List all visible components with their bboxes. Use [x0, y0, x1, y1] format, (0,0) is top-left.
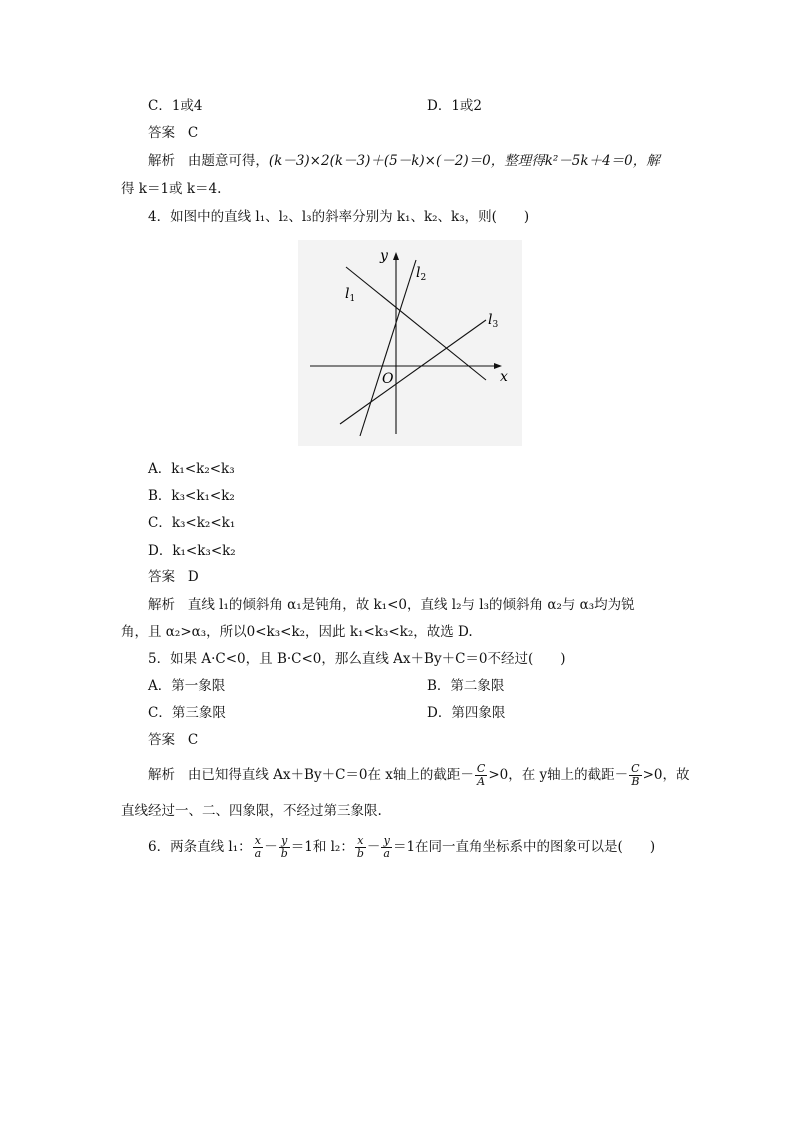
q3-option-d: D．1或2: [427, 98, 483, 114]
q3-analysis-line1: [148, 152, 660, 170]
analysis-label: 解析: [148, 153, 175, 169]
fraction-x-over-b: $\frac{x}{b}$: [356, 834, 364, 860]
q3-analysis-text-c: k²－5k＋4＝0，解: [544, 153, 660, 169]
q6-stem: [148, 832, 655, 862]
y-axis-label: y: [380, 248, 388, 264]
answer-label: 答案: [148, 569, 175, 585]
q3-option-c: C．1或4: [148, 98, 203, 114]
answer-label: 答案: [148, 732, 175, 748]
answer-value: D: [187, 569, 199, 585]
fraction-y-over-a: $\frac{y}{a}$: [383, 834, 390, 860]
q6-stem-post: ＝1在同一直角坐标系中的图象可以是( ): [392, 839, 656, 855]
fraction-c-over-a: $\frac{C}{A}$: [476, 762, 486, 788]
q4-option-b: B．k₃<k₁<k₂: [148, 488, 235, 504]
q5-stem: 5．如果 A·C<0，且 B·C<0，那么直线 Ax＋By＋C＝0不经过( ): [148, 651, 566, 667]
q6-stem-pre: 6．两条直线 l₁：: [148, 839, 252, 855]
analysis-label: 解析: [148, 597, 175, 613]
q5-answer: [148, 731, 198, 749]
q4-option-a: A．k₁<k₂<k₃: [148, 461, 235, 477]
q4-option-d: D．k₁<k₃<k₂: [148, 543, 236, 559]
minus-sign: －: [366, 839, 381, 855]
fraction-c-over-b: $\frac{C}{B}$: [631, 762, 640, 788]
q3-answer: [148, 124, 198, 142]
q5-analysis-post: >0，故: [642, 767, 690, 783]
fraction-y-over-b: $\frac{y}{b}$: [280, 834, 288, 860]
q4-analysis-line2: 角，且 α₂>α₃，所以0<k₃<k₂，因此 k₁<k₃<k₂，故选 D.: [121, 624, 473, 640]
answer-value: C: [187, 125, 199, 141]
l2-label: $l_2$: [416, 265, 427, 283]
x-axis-label: x: [500, 369, 508, 385]
q5-analysis-mid: >0，在 y轴上的截距－: [488, 767, 629, 783]
q5-analysis-line1: [148, 760, 689, 790]
l3-label: $l_3$: [488, 312, 499, 330]
q4-analysis-line1: [148, 596, 635, 614]
minus-sign: －: [264, 839, 278, 855]
q5-option-d: D．第四象限: [427, 705, 506, 721]
q6-stem-mid: ＝1和 l₂：: [290, 839, 354, 855]
l1-label: $l_1$: [345, 286, 356, 304]
fraction-x-over-a: $\frac{x}{a}$: [254, 834, 262, 860]
q5-analysis-pre: 由已知得直线 Ax＋By＋C＝0在 x轴上的截距－: [187, 767, 474, 783]
q5-analysis-line2: 直线经过一、二、四象限，不经过第三象限.: [121, 803, 382, 819]
q4-answer: [148, 568, 199, 586]
q4-option-c: C．k₃<k₂<k₁: [148, 515, 236, 531]
q5-option-b: B．第二象限: [427, 678, 505, 694]
q4-analysis-text: 直线 l₁的倾斜角 α₁是钝角，故 k₁<0，直线 l₂与 l₃的倾斜角 α₂与 α₃均为锐: [187, 597, 635, 613]
q4-figure: [298, 240, 522, 446]
q4-stem: 4．如图中的直线 l₁、l₂、l₃的斜率分别为 k₁、k₂、k₃，则( ): [148, 209, 530, 225]
origin-label: O: [382, 371, 394, 387]
q3-analysis-text-b: (k－3)×2(k－3)＋(5－k)×(－2)＝0，整理得: [268, 153, 545, 169]
q3-analysis-line2: 得 k＝1或 k＝4.: [121, 181, 222, 197]
q3-analysis-text-a: 由题意可得，: [187, 153, 269, 169]
figure-background: [298, 240, 522, 446]
answer-value: C: [187, 732, 199, 748]
analysis-label: 解析: [148, 767, 175, 783]
q5-option-c: C．第三象限: [148, 705, 226, 721]
q5-option-a: A．第一象限: [148, 678, 226, 694]
answer-label: 答案: [148, 125, 175, 141]
